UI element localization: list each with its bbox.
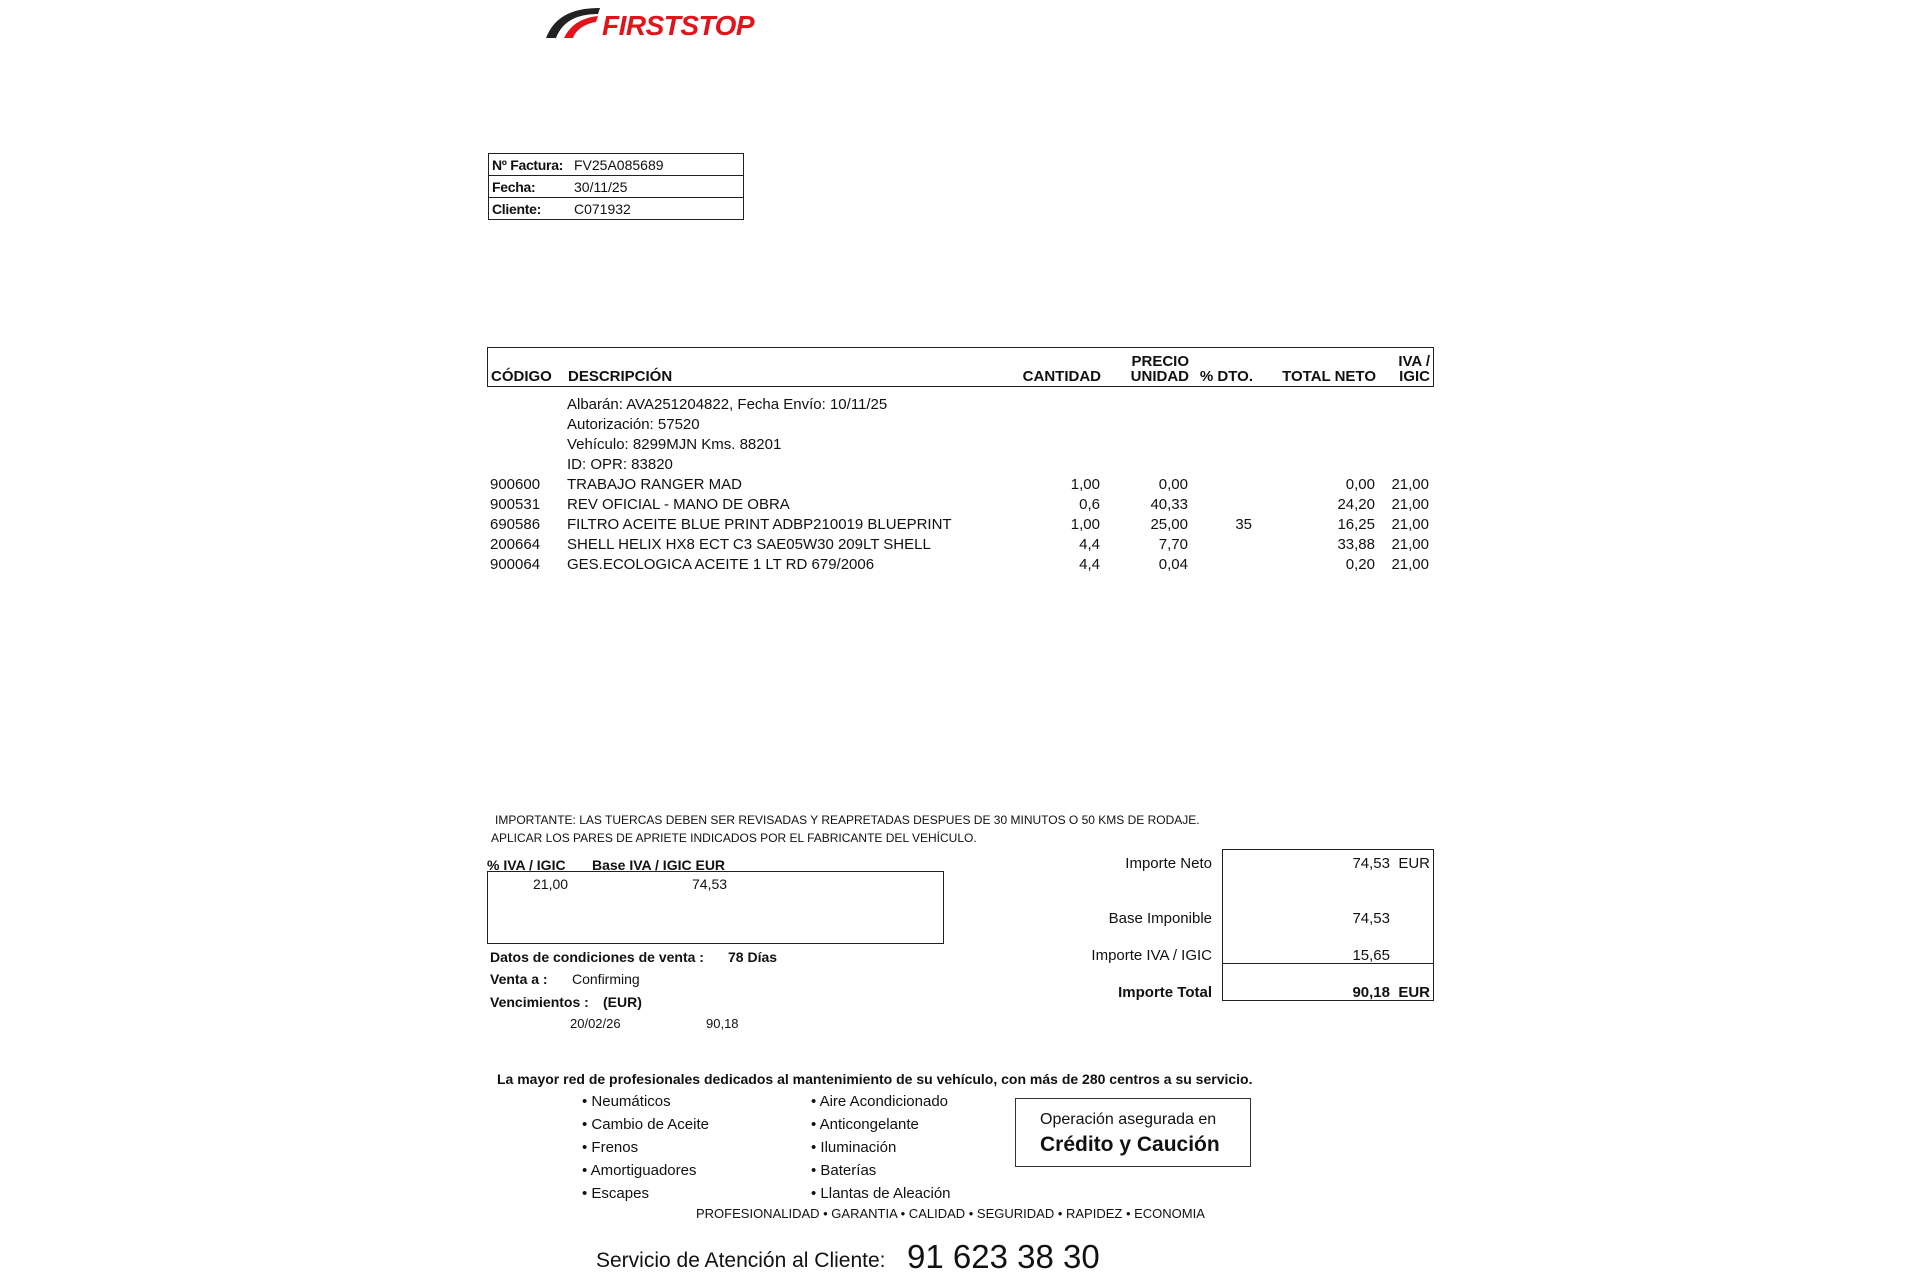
credit-insurance-box — [1015, 1098, 1251, 1167]
table-row — [487, 536, 1432, 556]
vat-amount-label: Importe IVA / IGIC — [1091, 947, 1212, 964]
net-amount-value: 74,53 — [1352, 855, 1390, 872]
footer-tagline: La mayor red de profesionales dedicados al mantenimiento de su vehículo, con más de 280 centros a su servicio. — [497, 1071, 1253, 1087]
row-description: FILTRO ACEITE BLUE PRINT ADBP210019 BLUEPRINT — [567, 516, 952, 533]
note-line — [487, 436, 1432, 456]
row-description: GES.ECOLOGICA ACEITE 1 LT RD 679/2006 — [567, 556, 875, 573]
row-net: 0,00 — [1345, 476, 1375, 493]
table-row — [487, 556, 1432, 576]
service-item: • Aire Acondicionado — [811, 1093, 949, 1110]
invoice-client-value: C071932 — [574, 201, 631, 217]
service-item: • Llantas de Aleación — [811, 1185, 951, 1202]
notice-line-1: IMPORTANTE: LAS TUERCAS DEBEN SER REVISADAS Y REAPRETADAS DESPUES DE 30 MINUTOS O 50 KMS DE RODAJE. — [495, 813, 1200, 827]
invoice-date-row — [489, 176, 743, 198]
service-item: • Frenos — [582, 1139, 639, 1156]
firststop-logo — [540, 4, 760, 44]
tax-header-base: Base IVA / IGIC EUR — [592, 857, 726, 873]
row-code: 900064 — [490, 556, 541, 573]
service-item: • Neumáticos — [582, 1093, 671, 1110]
row-price: 25,00 — [1150, 516, 1188, 533]
row-code: 900531 — [490, 496, 541, 513]
notice-line-2: APLICAR LOS PARES DE APRIETE INDICADOS POR EL FABRICANTE DEL VEHÍCULO. — [491, 831, 977, 845]
totals-divider — [1223, 963, 1433, 964]
tire-swoosh-icon — [540, 4, 602, 44]
header-net-total: TOTAL NETO — [1282, 368, 1376, 385]
due-date: 20/02/26 — [570, 1016, 621, 1031]
header-discount: % DTO. — [1199, 368, 1253, 385]
note-line — [487, 416, 1432, 436]
row-net: 16,25 — [1337, 516, 1375, 533]
row-vat: 21,00 — [1391, 516, 1429, 533]
header-price-line1: PRECIO — [1131, 353, 1189, 370]
total-amount-label: Importe Total — [1118, 984, 1212, 1001]
conditions-value: 78 Días — [728, 949, 778, 965]
invoice-client-row — [489, 198, 743, 219]
invoice-client-label: Cliente: — [492, 201, 541, 217]
note-text: Autorización: 57520 — [567, 416, 700, 433]
note-line — [487, 456, 1432, 476]
taxable-base-value: 74,53 — [1352, 910, 1390, 927]
row-vat: 21,00 — [1391, 476, 1429, 493]
row-vat: 21,00 — [1391, 556, 1429, 573]
note-text: Vehículo: 8299MJN Kms. 88201 — [567, 436, 782, 453]
row-quantity: 1,00 — [1070, 516, 1100, 533]
row-vat: 21,00 — [1391, 496, 1429, 513]
total-amount-value: 90,18 — [1352, 984, 1390, 1001]
credit-line-1: Operación asegurada en — [1040, 1111, 1217, 1128]
row-description: SHELL HELIX HX8 ECT C3 SAE05W30 209LT SHELL — [567, 536, 931, 553]
row-code: 900600 — [490, 476, 541, 493]
service-item: • Iluminación — [811, 1139, 897, 1156]
row-description: TRABAJO RANGER MAD — [567, 476, 743, 493]
row-description: REV OFICIAL - MANO DE OBRA — [567, 496, 790, 513]
customer-service-label: Servicio de Atención al Cliente: — [596, 1249, 886, 1272]
header-price-line2: UNIDAD — [1130, 368, 1189, 385]
due-currency: (EUR) — [603, 994, 642, 1010]
credit-line-2: Crédito y Caución — [1040, 1133, 1220, 1156]
header-quantity: CANTIDAD — [1022, 368, 1101, 385]
invoice-info-box — [488, 153, 744, 220]
row-discount: 35 — [1235, 516, 1252, 533]
invoice-number-row — [489, 154, 743, 176]
note-line — [487, 396, 1432, 416]
row-net: 0,20 — [1345, 556, 1375, 573]
header-vat-line1: IVA / — [1398, 353, 1430, 370]
row-price: 40,33 — [1150, 496, 1188, 513]
row-quantity: 1,00 — [1070, 476, 1100, 493]
row-code: 690586 — [490, 516, 541, 533]
row-vat: 21,00 — [1391, 536, 1429, 553]
service-item: • Cambio de Aceite — [582, 1116, 709, 1133]
row-code: 200664 — [490, 536, 541, 553]
header-vat-line2: IGIC — [1399, 368, 1430, 385]
due-label: Vencimientos : — [490, 994, 589, 1010]
taxable-base-label: Base Imponible — [1108, 910, 1212, 927]
row-net: 24,20 — [1337, 496, 1375, 513]
totals-box — [1222, 849, 1434, 1001]
row-price: 7,70 — [1158, 536, 1188, 553]
header-description: DESCRIPCIÓN — [568, 368, 673, 385]
invoice-date-label: Fecha: — [492, 179, 536, 195]
row-net: 33,88 — [1337, 536, 1375, 553]
row-price: 0,00 — [1158, 476, 1188, 493]
invoice-date-value: 30/11/25 — [574, 179, 628, 195]
service-item: • Amortiguadores — [582, 1162, 697, 1179]
vat-amount-value: 15,65 — [1352, 947, 1390, 964]
tax-header-pct: % IVA / IGIC — [487, 857, 566, 873]
row-quantity: 0,6 — [1079, 496, 1100, 513]
items-table-header — [487, 347, 1434, 387]
net-amount-currency: EUR — [1398, 855, 1430, 872]
note-text: ID: OPR: 83820 — [567, 456, 673, 473]
company-values: PROFESIONALIDAD • GARANTIA • CALIDAD • SEGURIDAD • RAPIDEZ • ECONOMIA — [696, 1206, 1205, 1221]
sale-value: Confirming — [572, 971, 640, 987]
due-amount: 90,18 — [706, 1016, 739, 1031]
conditions-label: Datos de condiciones de venta : — [490, 949, 704, 965]
row-quantity: 4,4 — [1079, 556, 1100, 573]
sale-label: Venta a : — [490, 971, 548, 987]
note-text: Albarán: AVA251204822, Fecha Envío: 10/11/25 — [567, 396, 888, 413]
invoice-number-label: Nº Factura: — [492, 157, 564, 173]
row-price: 0,04 — [1158, 556, 1188, 573]
row-quantity: 4,4 — [1079, 536, 1100, 553]
service-item: • Baterías — [811, 1162, 877, 1179]
header-code: CÓDIGO — [491, 368, 552, 385]
net-amount-label: Importe Neto — [1125, 855, 1212, 872]
tax-summary-box — [487, 871, 944, 944]
total-amount-currency: EUR — [1398, 984, 1430, 1001]
invoice-number-value: FV25A085689 — [574, 157, 664, 173]
table-row — [487, 516, 1432, 536]
customer-service-phone: 91 623 38 30 — [907, 1238, 1100, 1275]
items-table-body — [487, 396, 1432, 576]
table-row — [487, 496, 1432, 516]
brand-name: FIRSTSTOP — [602, 10, 755, 41]
service-item: • Escapes — [582, 1185, 649, 1202]
service-item: • Anticongelante — [811, 1116, 919, 1133]
tax-base-value: 74,53 — [692, 876, 728, 892]
tax-pct-value: 21,00 — [533, 876, 569, 892]
table-row — [487, 476, 1432, 496]
